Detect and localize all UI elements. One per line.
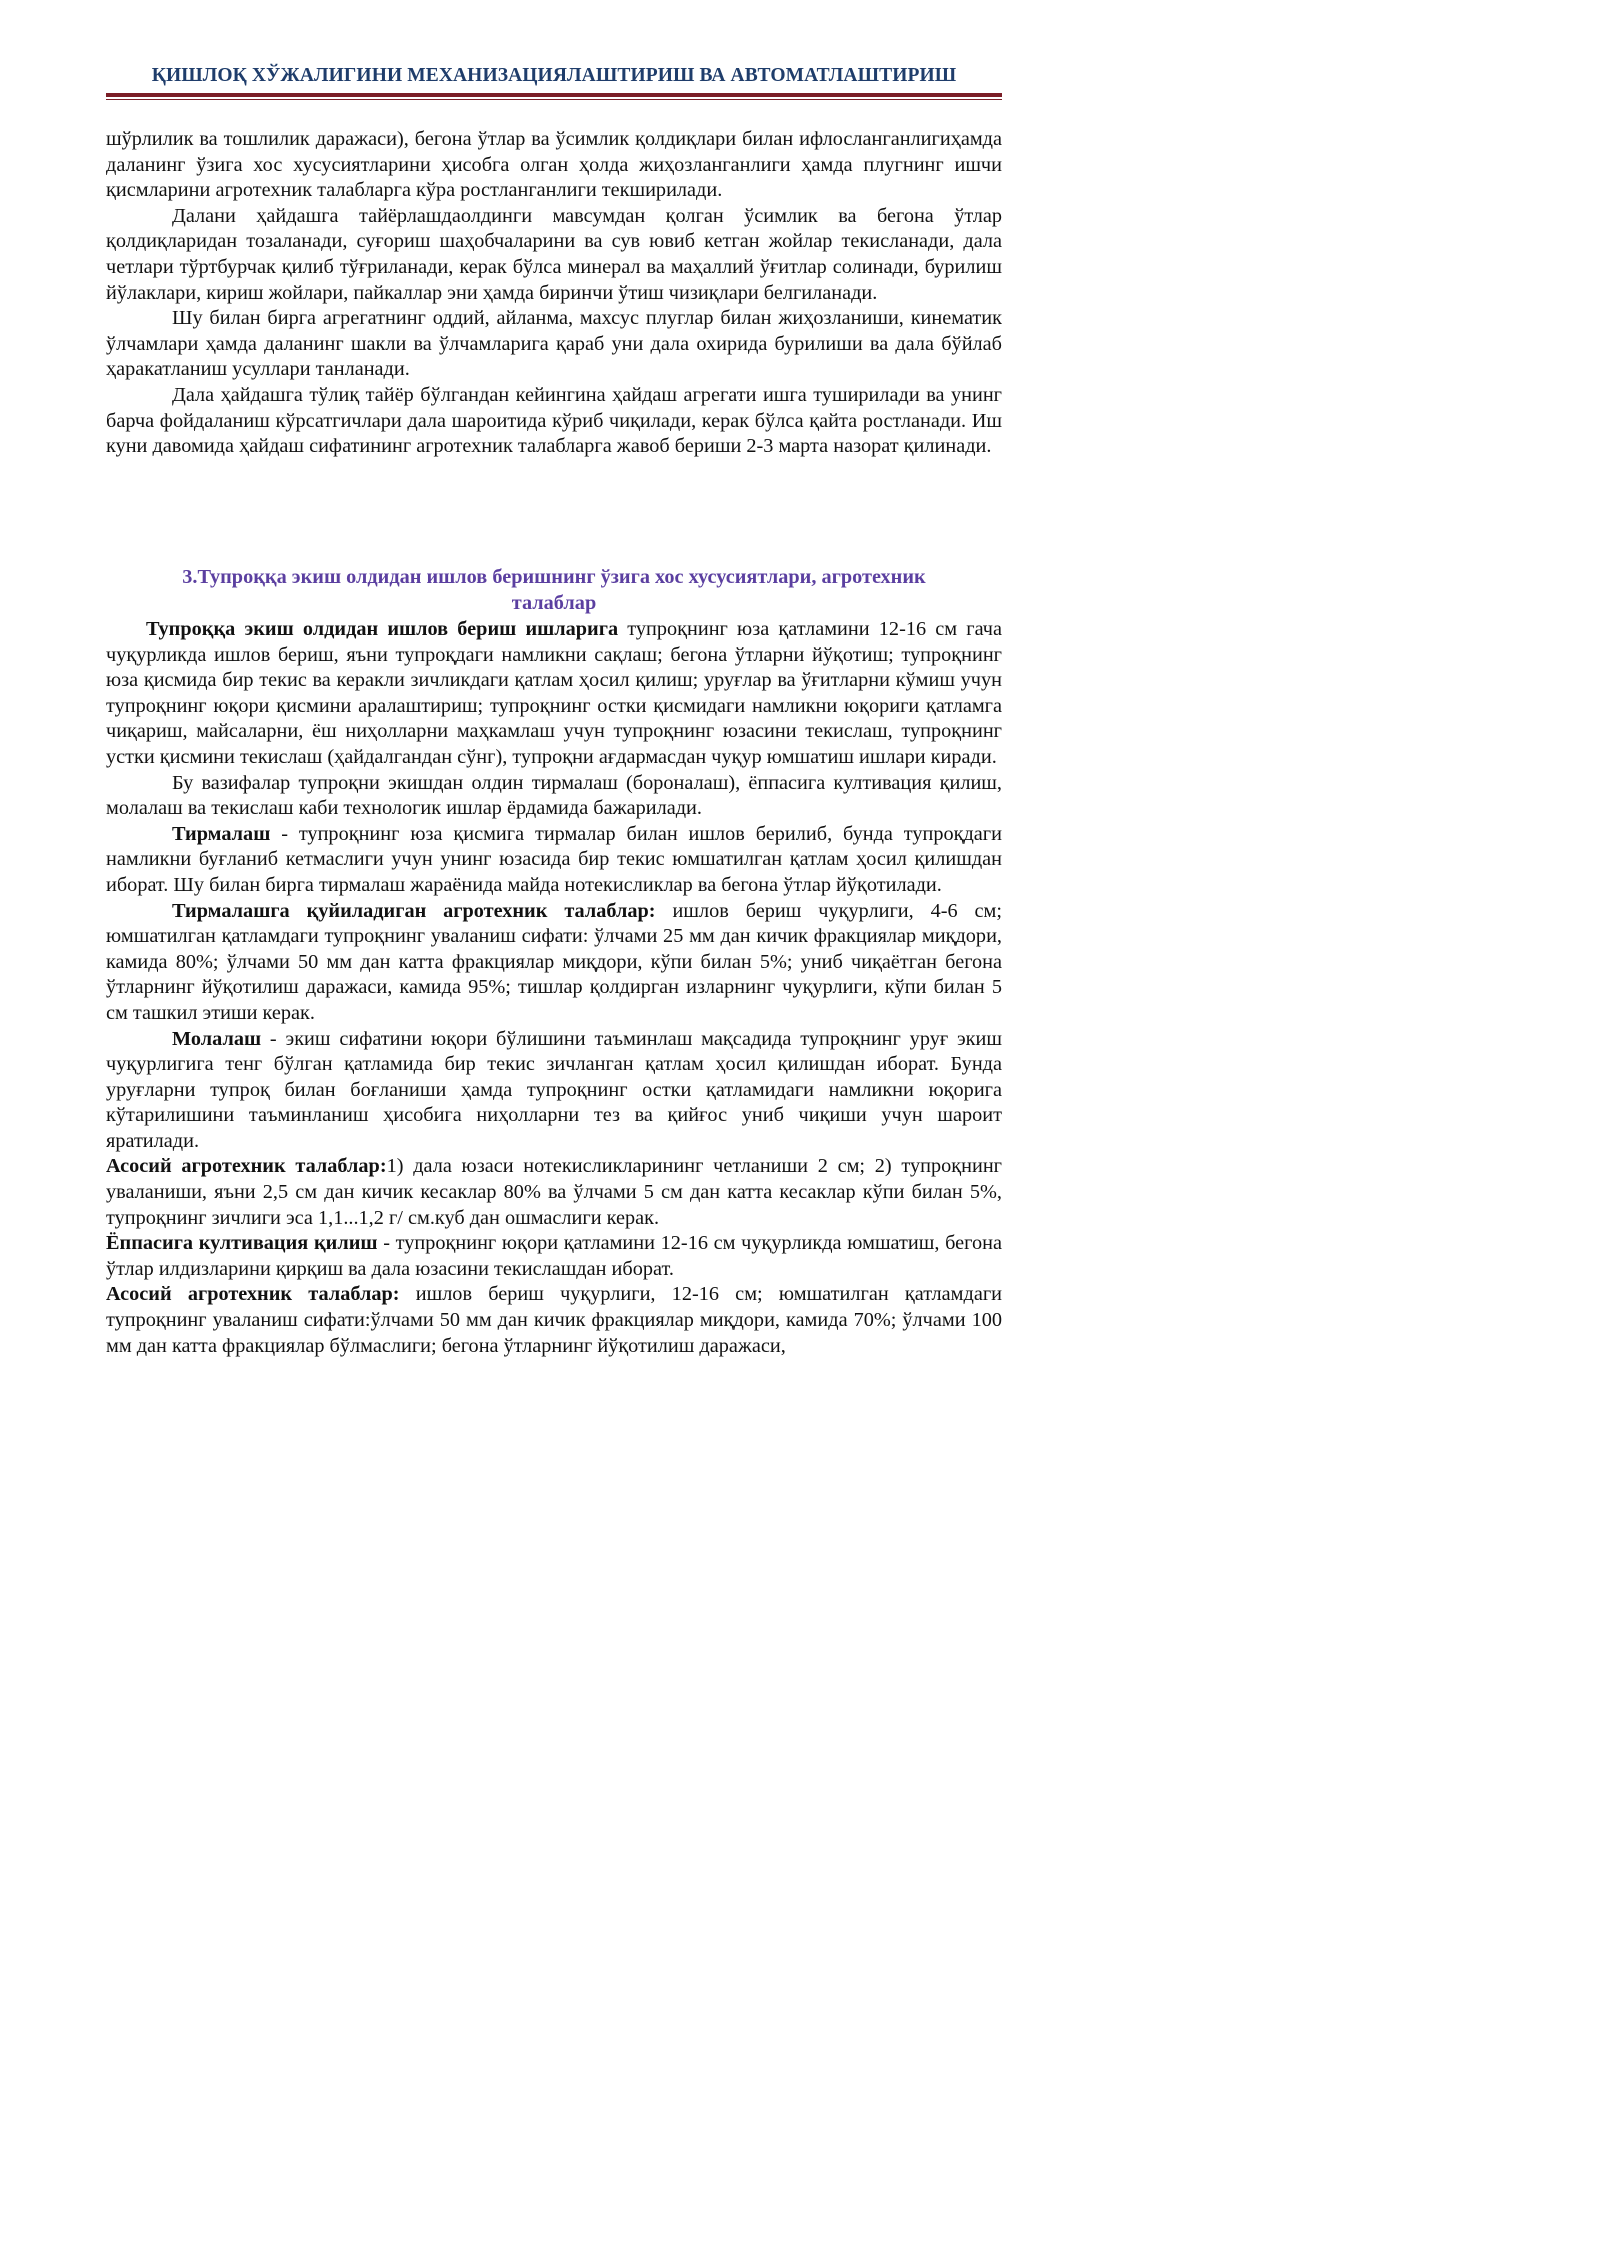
paragraph-cultivation-requirements-text: ишлов бериш чуқурлиги, 12-16 см; юмшатилган қатламдаги тупроқнинг уваланиш сифати:ўлчами 50 мм дан кичик фракциялар миқдори, камида 70%; ўлчами 100 мм дан катта фракциялар бўлмаслиги; бегона ўтларнинг йўқотилиш даражаси,: [106, 1283, 1002, 1357]
paragraph-rolling-requirements-text: 1) дала юзаси нотекисликларининг четланиши 2 см; 2) тупроқнинг уваланиши, яъни 2,5 см дан кичик кесаклар 80% ва ўлчами 5 см дан катта кесаклар кўпи билан 5%, тупроқнинг зичлиги эса 1,1...1,2 г/ см.куб дан ошмаслиги керак.: [106, 1155, 1002, 1229]
paragraph-field-preparation: Далани ҳайдашга тайёрлашдаолдинги мавсумдан қолган ўсимлик ва бегона ўтлар қолдиқларидан тозаланади, суғориш шаҳобчаларини ва сув ювиб кетган жойлар текисланади, дала четлари тўртбурчак қилиб тўғриланади, керак бўлса минерал ва маҳаллий ўғитлар солинади, бурилиш йўлаклари, кириш жойлари, пайкаллар эни ҳамда биринчи ўтиш чизиқлари белгиланади.: [106, 204, 1002, 304]
paragraph-harrowing-requirements: [106, 899, 1002, 1027]
document-page: [0, 0, 1108, 1567]
paragraph-quality-control: Дала ҳайдашга тўлиқ тайёр бўлгандан кейингина ҳайдаш агрегати ишга туширилади ва унинг барча фойдаланиш кўрсатгичлари дала шароитида кўриб чиқилади, керак бўлса қайта ростланади. Иш куни давомида ҳайдаш сифатининг агротехник талабларга жавоб бериши 2-3 марта назорат қилинади.: [106, 383, 1002, 458]
paragraph-continuation: шўрлилик ва тошлилик даражаси), бегона ўтлар ва ўсимлик қолдиқлари билан ифлосланганлигиҳамда даланинг ўзига хос хусусиятларини ҳисобга олган ҳолда жиҳозланганлиги ҳамда плугнинг ишчи қисмларини агротехник талабларга кўра ростланганлиги текширилади.: [106, 128, 1002, 202]
term-rolling-requirements: Асосий агротехник талаблар:: [106, 1155, 387, 1178]
paragraph-harrowing: [106, 822, 1002, 899]
paragraph-presowing-tasks-text: тупроқнинг юза қатламини 12-16 см гача чуқурликда ишлов бериш, яъни тупроқдаги намликни сақлаш; бегона ўтларни йўқотиш; тупроқнинг юза қисмида бир текис ва керакли зичликдаги қатлам ҳосил қилиш; уруғлар ва ўғитларни кўмиш учун тупроқнинг юқори қисмини аралаштириш; тупроқнинг остки қисмидаги намликни юқориги қатламга чиқариш, майсаларни, ёш ниҳолларни маҳкамлаш учун тупроқнинг юзасини текислаш, тупроқнинг устки қисмини текислаш (ҳайдалгандан сўнг), тупроқни ағдармасдан чуқур юмшатиш ишлари киради.: [106, 618, 1002, 768]
running-header: ҚИШЛОҚ ХЎЖАЛИГИНИ МЕХАНИЗАЦИЯЛАШТИРИШ ВА АВТОМАТЛАШТИРИШ: [151, 65, 957, 86]
section-heading-line-2: талаблар: [511, 591, 597, 614]
header-rule-thick: [106, 93, 1002, 97]
top-text-block: [106, 127, 1002, 460]
section-heading: [106, 565, 1002, 616]
paragraph-rolling-requirements: [106, 1154, 1002, 1231]
section-text-block: [106, 617, 1002, 1359]
term-presowing-tasks: Тупроққа экиш олдидан ишлов бериш ишларига: [146, 618, 619, 640]
term-rolling: Молалаш: [172, 1027, 262, 1050]
term-harrowing: Тирмалаш: [172, 822, 271, 845]
paragraph-rolling-text: - экиш сифатини юқори бўлишини таъминлаш мақсадида тупроқнинг уруғ экиш чуқурлигига тенг бўлган қатламида бир текис зичланган қатлам ҳосил қилишдан иборат. Бунда уруғларни тупроқ билан боғланиши ҳамда тупроқнинг остки қатламидаги намликни юқорига кўтарилишини таъминланиш ҳисобига ниҳолларни тез ва қийғос униб чиқиши учун шароит яратилади.: [106, 1027, 1002, 1152]
paragraph-cultivation-text: - тупроқнинг юқори қатламини 12-16 см чуқурликда юмшатиш, бегона ўтлар илдизларини қирқиш ва дала юзасини текислашдан иборат.: [106, 1232, 1002, 1280]
paragraph-aggregate-setup: Шу билан бирга агрегатнинг оддий, айланма, махсус плуглар билан жиҳозланиши, кинематик ўлчамлари ҳамда даланинг шакли ва ўлчамларига қараб уни дала охирида бурилиши ва дала бўйлаб ҳаракатланиш усуллари танланади.: [106, 307, 1002, 381]
paragraph-harrowing-requirements-text: ишлов бериш чуқурлиги, 4-6 см; юмшатилган қатламдаги тупроқнинг уваланиш сифати: ўлчами 25 мм дан кичик фракциялар миқдори, камида 80%; ўлчами 50 мм дан катта фракциялар миқдори, кўпи билан 5%; униб чиқаётган бегона ўтларнинг йўқотилиш даражаси, камида 95%; тишлар қолдирган изларнинг чуқурлиги, кўпи билан 5 см ташкил этиши керак.: [106, 899, 1002, 1024]
paragraph-cultivation-requirements: [106, 1282, 1002, 1359]
paragraph-technologies: Бу вазифалар тупроқни экишдан олдин тирмалаш (бороналаш), ёппасига култивация қилиш, молалаш ва текислаш каби технологик ишлар ёрдамида бажарилади.: [106, 771, 1002, 820]
term-harrowing-requirements: Тирмалашга қуйиладиган агротехник талаблар:: [172, 899, 656, 922]
paragraph-presowing-tasks: [106, 617, 1002, 771]
paragraph-harrowing-text: - тупроқнинг юза қисмига тирмалар билан ишлов берилиб, бунда тупроқдаги намликни буғланиб кетмаслиги учун унинг юзасида бир текис юмшатилган қатлам ҳосил қилишдан иборат. Шу билан бирга тирмалаш жараёнида майда нотекисликлар ва бегона ўтлар йўқотилади.: [106, 822, 1002, 896]
section-heading-line-1: 3.Тупроққа экиш олдидан ишлов беришнинг ўзига хос хусусиятлари, агротехник: [182, 566, 926, 588]
paragraph-rolling: [106, 1027, 1002, 1155]
term-cultivation: Ёппасига култивация қилиш: [106, 1232, 378, 1255]
term-cultivation-requirements: Асосий агротехник талаблар:: [106, 1283, 400, 1306]
header-rule-thin: [106, 99, 1002, 100]
paragraph-cultivation: [106, 1231, 1002, 1282]
